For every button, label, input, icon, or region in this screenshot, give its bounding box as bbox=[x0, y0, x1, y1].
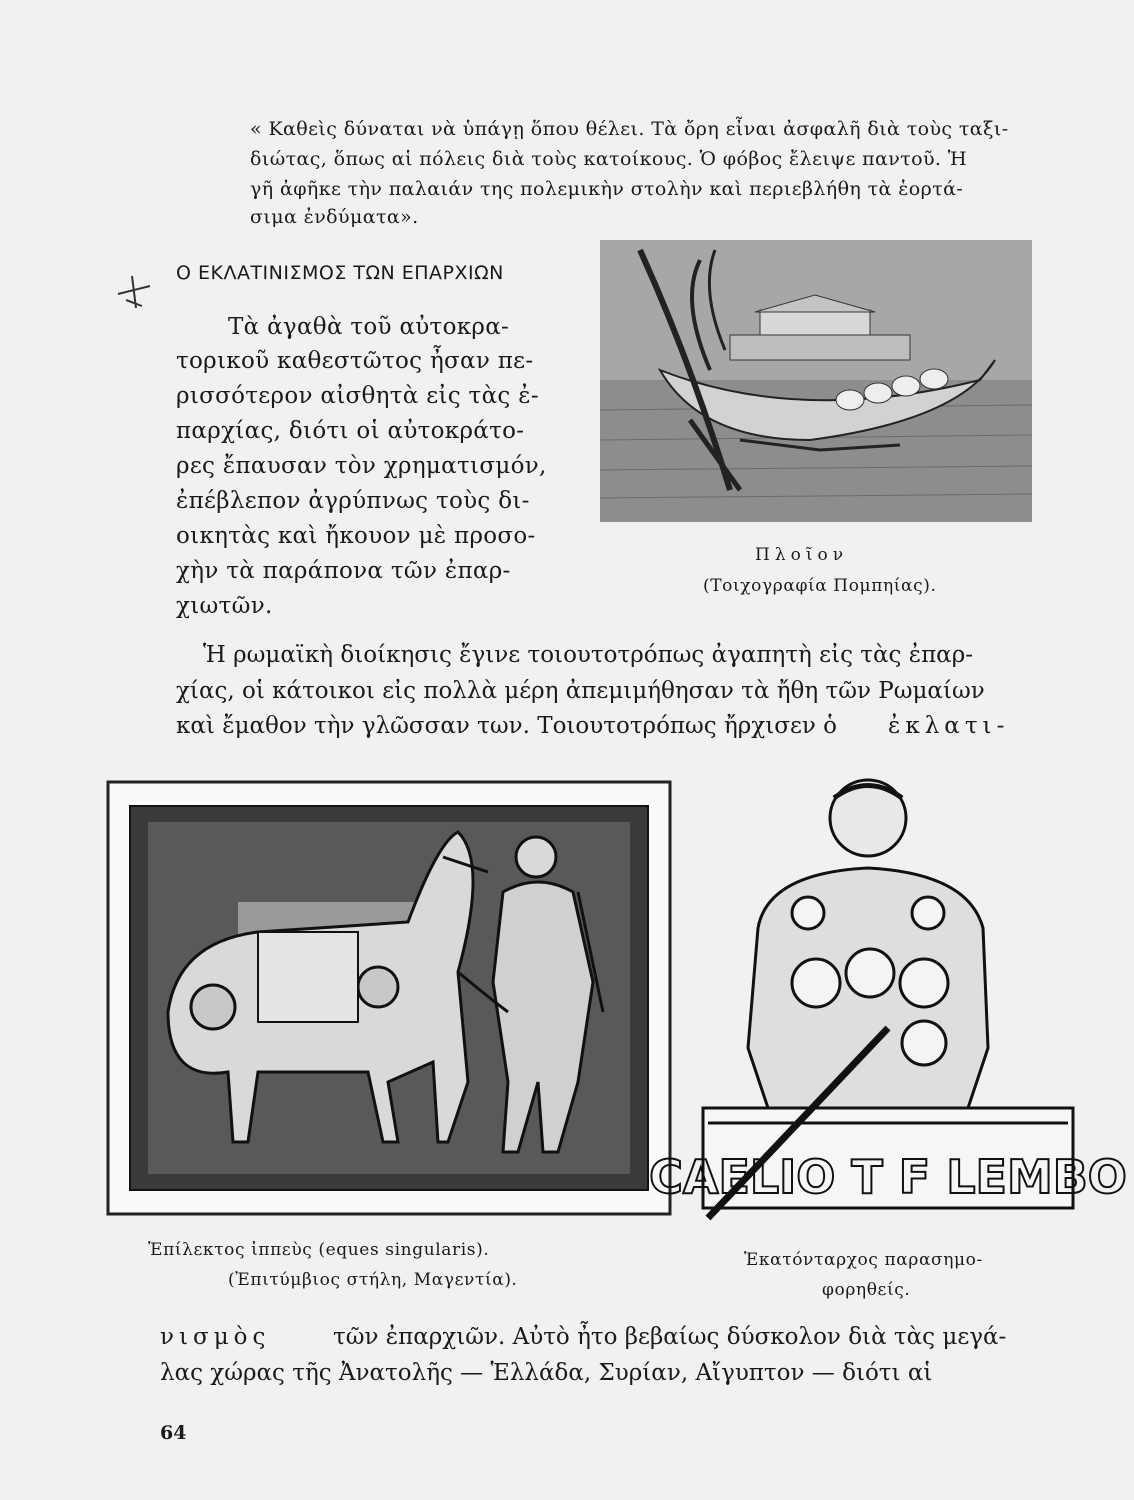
centurion-caption-line1: Ἑκατόνταρχος παρασημο- bbox=[744, 1250, 983, 1270]
quote-line: « Καθεὶς δύναται νὰ ὑπάγῃ ὅπου θέλει. Τὰ ὄρη εἶναι ἀσφαλῆ διὰ τοὺς ταξι- bbox=[250, 118, 1009, 140]
text-line: ρες ἔπαυσαν τὸν χρηματισμόν, bbox=[176, 453, 547, 479]
ship-illustration bbox=[600, 240, 1032, 522]
text-line: χίας, οἱ κάτοικοι εἰς πολλὰ μέρη ἀπεμιμήθησαν τὰ ἤθη τῶν Ρωμαίων bbox=[176, 678, 985, 704]
text-line: ρισσότερον αἰσθητὰ εἰς τὰς ἐ- bbox=[176, 383, 539, 409]
horseman-relief-illustration bbox=[108, 782, 670, 1214]
text-line: Τὰ ἀγαθὰ τοῦ αὐτοκρα- bbox=[228, 314, 510, 340]
ship-caption-title: Πλοῖον bbox=[755, 545, 849, 565]
ship-caption-source: (Τοιχογραφία Πομπηίας). bbox=[703, 576, 937, 596]
text-line: Ἡ ρωμαϊκὴ διοίκησις ἔγινε τοιουτοτρόπως ἀγαπητὴ εἰς τὰς ἐπαρ- bbox=[203, 642, 974, 668]
stele-inscription: CAELIO T F LEMBO bbox=[649, 1150, 1127, 1204]
page-number: 64 bbox=[160, 1422, 187, 1444]
centurion-stele-illustration bbox=[649, 778, 1127, 1230]
margin-mark-icon bbox=[112, 272, 156, 312]
quote-line: σιμα ἐνδύματα». bbox=[250, 206, 419, 228]
text-line: λας χώρας τῆς Ἀνατολῆς — Ἑλλάδα, Συρίαν, Αἴγυπτον — διότι αἱ bbox=[160, 1360, 933, 1386]
text-line: καὶ ἔμαθον τὴν γλῶσσαν των. Τοιουτοτρόπως ἤρχισεν ὁ bbox=[176, 713, 838, 739]
text-line: παρχίας, διότι οἱ αὐτοκράτο- bbox=[176, 418, 525, 444]
quote-line: γῆ ἀφῆκε τὴν παλαιάν της πολεμικὴν στολὴν καὶ περιεβλήθη τὰ ἑορτά- bbox=[250, 178, 964, 200]
text-line: ἐκλατι- bbox=[888, 713, 1010, 739]
centurion-caption-line2: φορηθείς. bbox=[822, 1280, 911, 1300]
quote-line: διώτας, ὅπως αἱ πόλεις διὰ τοὺς κατοίκους. Ὁ φόβος ἔλειψε παντοῦ. Ἡ bbox=[250, 148, 968, 170]
text-line: χὴν τὰ παράπονα τῶν ἐπαρ- bbox=[176, 558, 511, 584]
horseman-caption-line1: Ἐπίλεκτος ἱππεὺς (eques singularis). bbox=[148, 1240, 490, 1260]
text-line: οικητὰς καὶ ἤκουον μὲ προσο- bbox=[176, 523, 536, 549]
horseman-caption-line2: (Ἐπιτύμβιος στήλη, Μαγεντία). bbox=[228, 1270, 518, 1290]
section-title: Ο ΕΚΛΑΤΙΝΙΣΜΟΣ ΤΩΝ ΕΠΑΡΧΙΩΝ bbox=[176, 262, 504, 284]
text-line: νισμὸς bbox=[160, 1324, 271, 1350]
text-line: ἐπέβλεπον ἀγρύπνως τοὺς δι- bbox=[176, 488, 530, 514]
text-line: τορικοῦ καθεστῶτος ἦσαν πε- bbox=[176, 348, 534, 374]
text-line: χιωτῶν. bbox=[176, 593, 273, 619]
text-line: τῶν ἐπαρχιῶν. Αὐτὸ ἦτο βεβαίως δύσκολον διὰ τὰς μεγά- bbox=[333, 1324, 1007, 1350]
